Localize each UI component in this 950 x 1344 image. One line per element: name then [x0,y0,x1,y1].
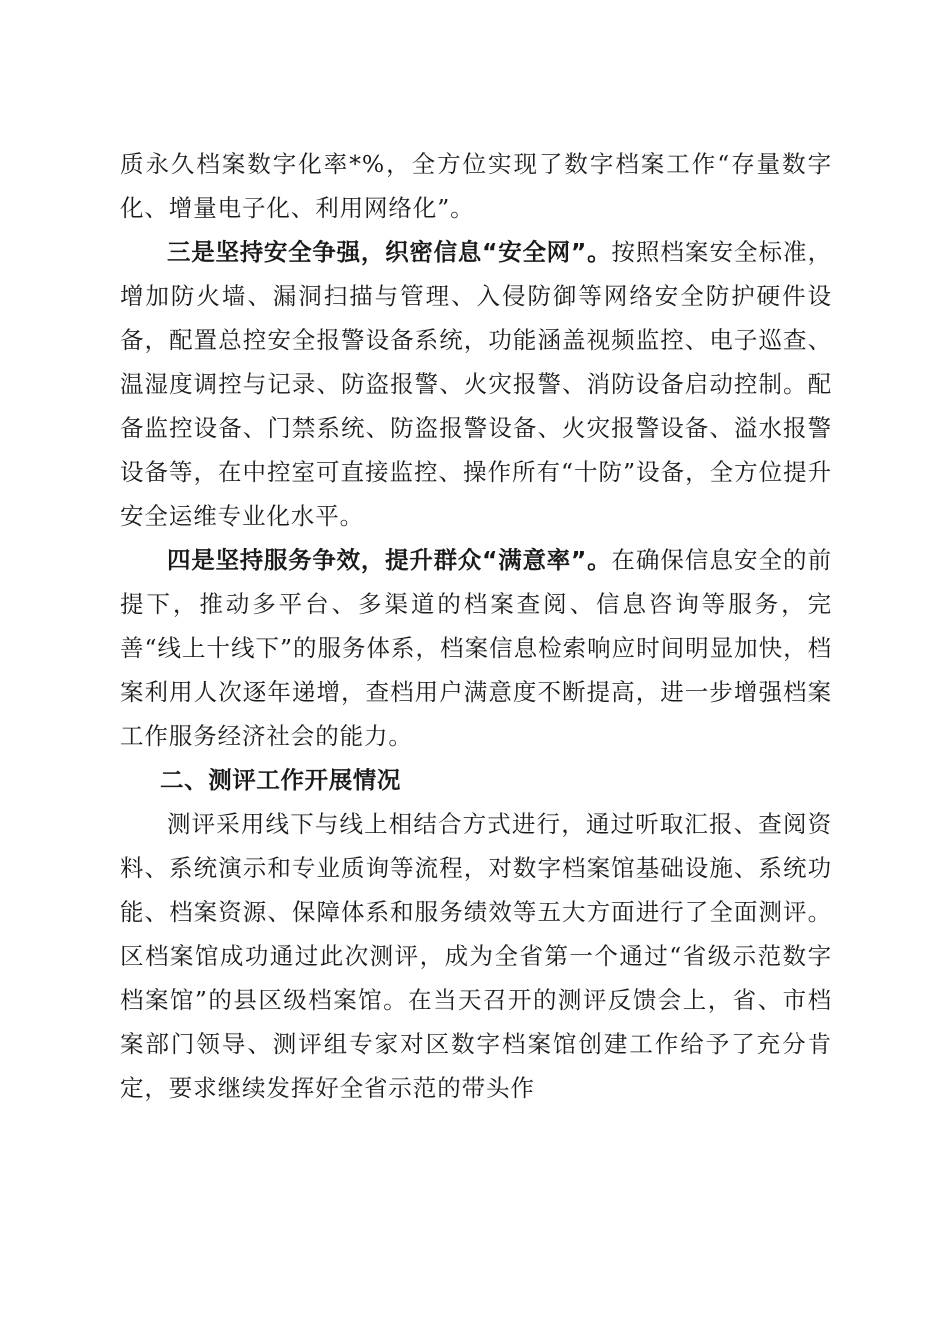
paragraph-security [120,230,832,538]
paragraph-lead-security: 三是坚持安全争强，织密信息“安全网”。 [167,238,612,266]
section-heading [120,758,832,802]
section-heading-text: 二、测评工作开展情况 [160,766,401,794]
document-body [120,142,832,1110]
paragraph-service [120,538,832,758]
paragraph-text: 测评采用线下与线上相结合方式进行，通过听取汇报、查阅资料、系统演示和专业质询等流程，对数字档案馆基础设施、系统功能、档案资源、保障体系和服务绩效等五大方面进行了全面测评。区档案馆成功通过此次测评，成为全省第一个通过“省级示范数字档案馆”的县区级档案馆。在当天召开的测评反馈会上，省、市档案部门领导、测评组专家对区数字档案馆创建工作给予了充分肯定，要求继续发挥好全省示范的带头作 [120,810,832,1102]
paragraph-evaluation [120,802,832,1110]
paragraph-text: 质永久档案数字化率*%，全方位实现了数字档案工作“存量数字化、增量电子化、利用网络化”。 [120,150,832,222]
paragraph-text: 在确保信息安全的前提下，推动多平台、多渠道的档案查阅、信息咨询等服务，完善“线上十线下”的服务体系，档案信息检索响应时间明显加快，档案利用人次逐年递增，查档用户满意度不断提高，进一步增强档案工作服务经济社会的能力。 [120,546,832,750]
paragraph-continuation [120,142,832,230]
paragraph-lead-service: 四是坚持服务争效，提升群众“满意率”。 [167,546,612,574]
paragraph-text: 按照档案安全标准，增加防火墙、漏洞扫描与管理、入侵防御等网络安全防护硬件设备，配置总控安全报警设备系统，功能涵盖视频监控、电子巡查、温湿度调控与记录、防盗报警、火灾报警、消防设备启动控制。配备监控设备、门禁系统、防盗报警设备、火灾报警设备、溢水报警设备等，在中控室可直接监控、操作所有“十防”设备，全方位提升安全运维专业化水平。 [120,238,832,530]
